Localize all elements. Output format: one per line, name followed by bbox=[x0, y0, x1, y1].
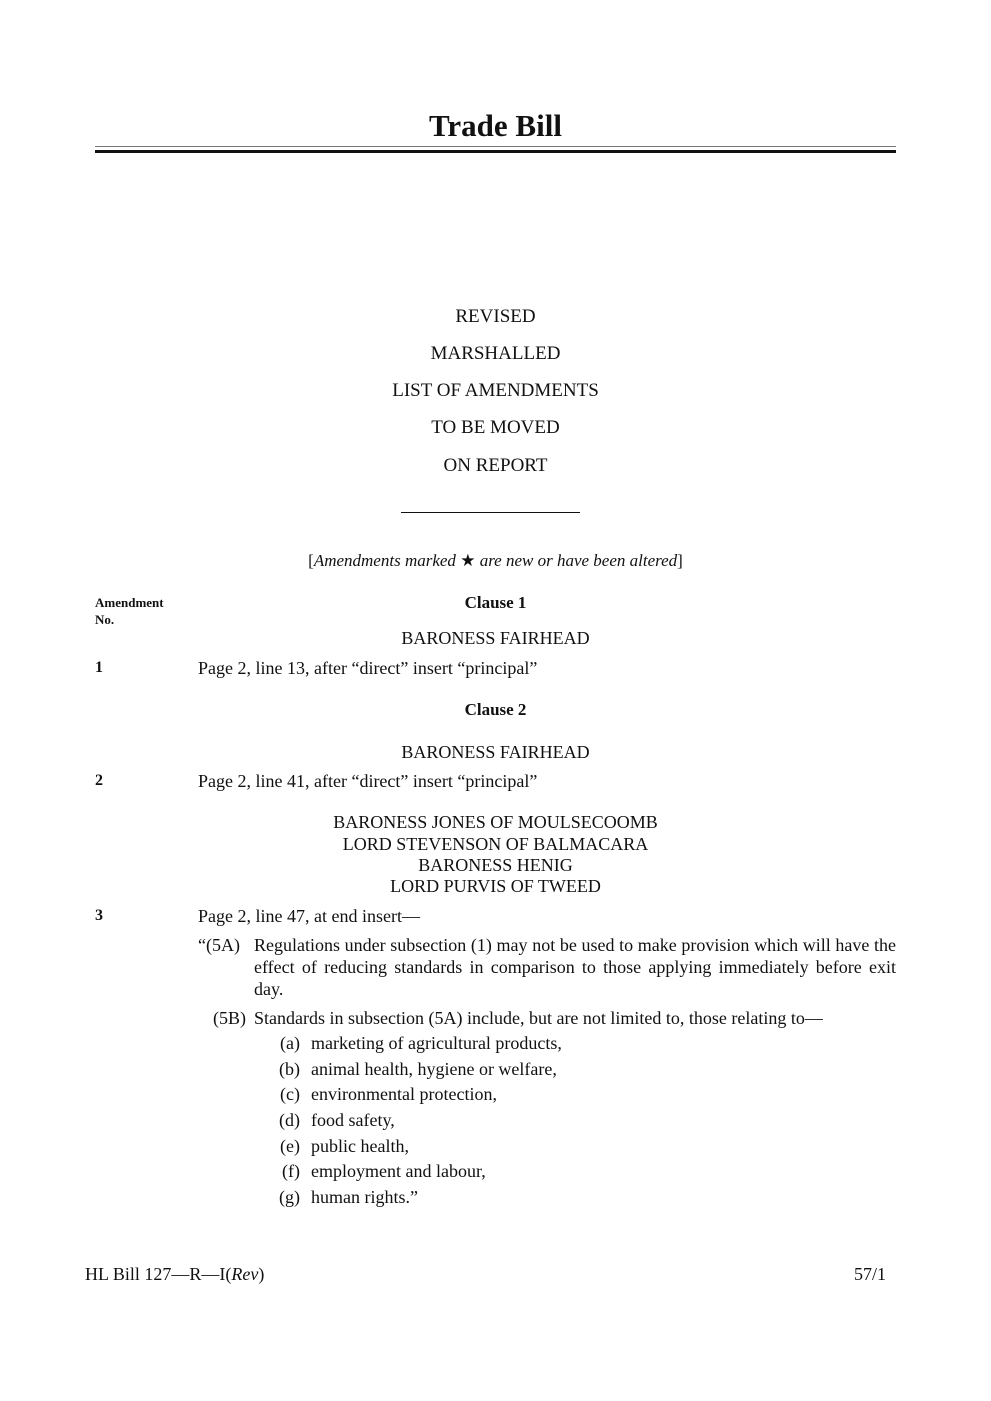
amendment-number: 3 bbox=[95, 907, 103, 924]
clause-heading: Clause 2 bbox=[464, 700, 527, 719]
item-text: environmental protection, bbox=[311, 1084, 497, 1104]
note-text: are new or have been altered bbox=[475, 551, 678, 570]
clause-heading: Clause 1 bbox=[464, 593, 527, 612]
sponsor: BARONESS FAIRHEAD bbox=[401, 628, 590, 648]
page-number: 57/1 bbox=[853, 1264, 886, 1284]
item-label: (e) bbox=[280, 1136, 300, 1156]
title-rule-thick bbox=[95, 150, 896, 153]
bracket: [ bbox=[308, 551, 314, 570]
title-rule-thin bbox=[95, 146, 896, 147]
bill-ref-rev: Rev bbox=[231, 1264, 259, 1284]
column-header-line: No. bbox=[95, 612, 115, 627]
item-label: (g) bbox=[279, 1187, 300, 1207]
bracket: ] bbox=[677, 551, 683, 570]
sponsor: LORD STEVENSON OF BALMACARA bbox=[342, 834, 649, 854]
column-header-line: Amendment bbox=[95, 595, 164, 610]
subsection-label: “(5A) bbox=[198, 935, 240, 955]
item-text: marketing of agricultural products, bbox=[311, 1033, 562, 1053]
sponsor: BARONESS FAIRHEAD bbox=[401, 742, 590, 762]
heading-line: REVISED bbox=[455, 306, 536, 327]
sponsor: BARONESS JONES OF MOULSECOOMB bbox=[333, 812, 658, 832]
document-title: Trade Bill bbox=[429, 108, 562, 143]
amendment-number: 1 bbox=[95, 659, 103, 676]
item-text: employment and labour, bbox=[311, 1161, 486, 1181]
heading-line: MARSHALLED bbox=[430, 343, 561, 364]
sponsor: BARONESS HENIG bbox=[418, 855, 573, 875]
note-text: Amendments marked bbox=[313, 551, 461, 570]
heading-line: TO BE MOVED bbox=[431, 417, 560, 438]
star-icon: ★ bbox=[460, 551, 476, 570]
subsection-text: Standards in subsection (5A) include, but are not limited to, those relating to— bbox=[254, 1008, 823, 1028]
item-text: human rights.” bbox=[311, 1187, 418, 1207]
bill-ref-close: ) bbox=[258, 1264, 265, 1284]
item-label: (f) bbox=[282, 1161, 300, 1181]
heading-line: ON REPORT bbox=[443, 455, 548, 476]
bill-reference bbox=[85, 1263, 264, 1285]
bill-ref-text: HL Bill 127—R—I( bbox=[85, 1264, 232, 1284]
item-label: (a) bbox=[280, 1033, 300, 1053]
item-label: (b) bbox=[279, 1059, 300, 1079]
amendment-number: 2 bbox=[95, 772, 103, 789]
item-text: food safety, bbox=[311, 1110, 395, 1130]
item-label: (c) bbox=[280, 1084, 300, 1104]
sponsor: LORD PURVIS OF TWEED bbox=[390, 876, 601, 896]
item-text: public health, bbox=[311, 1136, 409, 1156]
amendment-text: Page 2, line 47, at end insert— bbox=[198, 906, 420, 926]
subsection-text: Regulations under subsection (1) may not be used to make provision which will have the effect of reducing standards in comparison to those applying immediately before exit day. bbox=[254, 935, 896, 999]
heading-line: LIST OF AMENDMENTS bbox=[392, 380, 599, 401]
amendments-note bbox=[0, 550, 991, 572]
subsection-label: (5B) bbox=[213, 1008, 246, 1028]
item-label: (d) bbox=[279, 1110, 300, 1130]
separator-rule bbox=[401, 512, 580, 513]
item-text: animal health, hygiene or welfare, bbox=[311, 1059, 557, 1079]
amendment-text: Page 2, line 13, after “direct” insert “principal” bbox=[198, 658, 538, 678]
amendment-text: Page 2, line 41, after “direct” insert “principal” bbox=[198, 771, 538, 791]
